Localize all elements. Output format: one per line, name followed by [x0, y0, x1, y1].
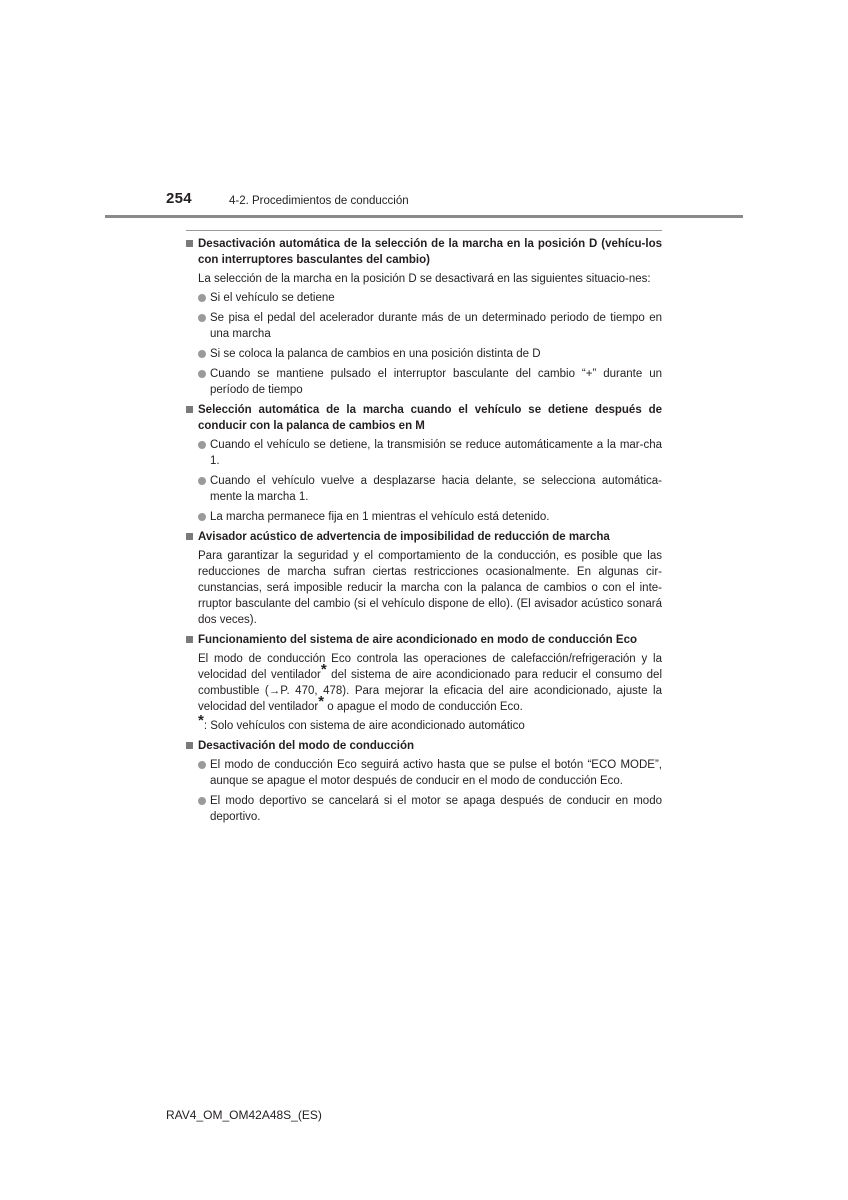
- list-item: El modo deportivo se cancelará si el motor se apaga después de conducir en modo deportivo.: [198, 793, 662, 825]
- circle-bullet-icon: [198, 346, 210, 362]
- circle-bullet-icon: [198, 366, 210, 398]
- circle-bullet-icon: [198, 509, 210, 525]
- footnote-mark: *: [318, 693, 325, 710]
- list-item: Cuando se mantiene pulsado el interruptor basculante del cambio “+” durante un período de tiempo: [198, 366, 662, 398]
- section-auto-gear-m: [186, 402, 662, 525]
- square-bullet-icon: [186, 529, 198, 545]
- section-heading: Selección automática de la marcha cuando el vehículo se detiene después de conducir con la palanca de cambios en M: [186, 402, 662, 434]
- list-item: Si el vehículo se detiene: [198, 290, 662, 306]
- circle-bullet-icon: [198, 310, 210, 342]
- bullet-list: [198, 437, 662, 525]
- square-bullet-icon: [186, 632, 198, 648]
- section-heading: Avisador acústico de advertencia de imposibilidad de reducción de marcha: [186, 529, 662, 545]
- content-top-rule: [186, 230, 662, 231]
- circle-bullet-icon: [198, 793, 210, 825]
- section-heading: Desactivación del modo de conducción: [186, 738, 662, 754]
- bullet-list: [198, 757, 662, 825]
- section-paragraph: La selección de la marcha en la posición D se desactivará en las siguientes situacio-nes:: [198, 273, 651, 285]
- section-paragraph: Para garantizar la seguridad y el comportamiento de la conducción, es posible que las reducciones de marcha sufran ciertas restricciones ocasionalmente. En algunas cir-cunstancias, será imposible reducir la marcha con la palanca de cambios o con el inte-rruptor basculante del cambio (si el vehículo dispone de ello). (El avisador acústico sonará dos veces).: [198, 550, 662, 626]
- circle-bullet-icon: [198, 290, 210, 306]
- chapter-title: 4-2. Procedimientos de conducción: [229, 195, 409, 207]
- bullet-list: [198, 290, 662, 398]
- section-mode-deactivation: [186, 738, 662, 825]
- page-header: [0, 0, 848, 220]
- section-eco-ac: [186, 632, 662, 734]
- section-downshift-buzzer: [186, 529, 662, 628]
- list-item: Se pisa el pedal del acelerador durante más de un determinado periodo de tiempo en una marcha: [198, 310, 662, 342]
- list-item: El modo de conducción Eco seguirá activo hasta que se pulse el botón “ECO MODE”, aunque se apague el motor después de conducir en el modo de conducción Eco.: [198, 757, 662, 789]
- page-number: 254: [166, 190, 192, 207]
- section-paragraph: El modo de conducción Eco controla las operaciones de calefacción/refrigeración y la velocidad del ventilador* del sistema de aire acondicionado para reducir el consumo del combustible (→P. 470, 478). Para mejorar la eficacia del aire acondicionado, ajuste la velocidad del ventilador* o apague el modo de conducción Eco.: [198, 653, 662, 713]
- footnote-mark: *: [320, 661, 327, 678]
- list-item: La marcha permanece fija en 1 mientras el vehículo está detenido.: [198, 509, 662, 525]
- section-heading: Desactivación automática de la selección de la marcha en la posición D (vehícu-los con interruptores basculantes del cambio): [186, 236, 662, 268]
- header-rule: [105, 215, 743, 218]
- section-heading: Funcionamiento del sistema de aire acondicionado en modo de conducción Eco: [186, 632, 662, 648]
- footnote-mark: *: [198, 712, 204, 729]
- section-d-deactivation: [186, 236, 662, 398]
- list-item: Cuando el vehículo se detiene, la transmisión se reduce automáticamente a la mar-cha 1.: [198, 437, 662, 469]
- square-bullet-icon: [186, 738, 198, 754]
- arrow-icon: →: [268, 685, 281, 697]
- square-bullet-icon: [186, 402, 198, 434]
- circle-bullet-icon: [198, 437, 210, 469]
- circle-bullet-icon: [198, 757, 210, 789]
- page-content: [186, 236, 662, 829]
- footnote: *: Solo vehículos con sistema de aire acondicionado automático: [198, 712, 525, 732]
- list-item: Cuando el vehículo vuelve a desplazarse hacia delante, se selecciona automática-mente la marcha 1.: [198, 473, 662, 505]
- document-code: RAV4_OM_OM42A48S_(ES): [166, 1108, 322, 1122]
- list-item: Si se coloca la palanca de cambios en una posición distinta de D: [198, 346, 662, 362]
- square-bullet-icon: [186, 236, 198, 268]
- circle-bullet-icon: [198, 473, 210, 505]
